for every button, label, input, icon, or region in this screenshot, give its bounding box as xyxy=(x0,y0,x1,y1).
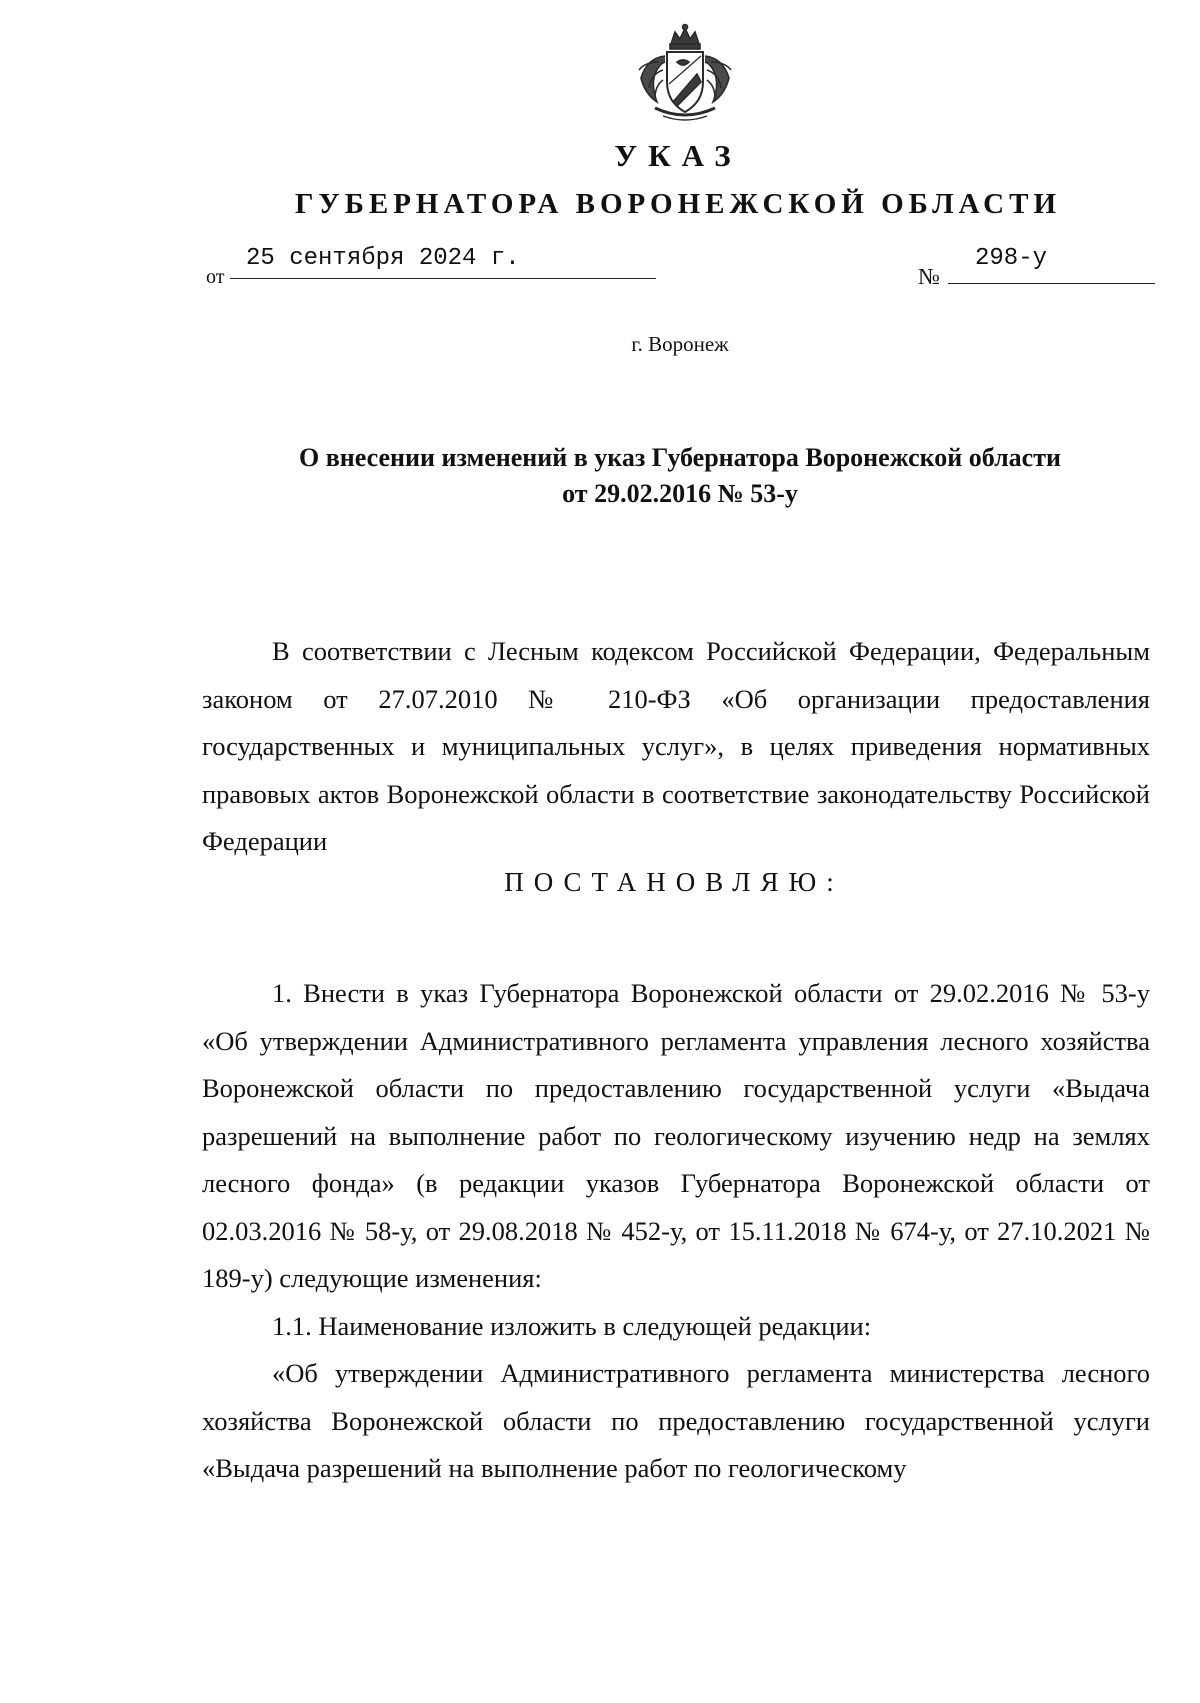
date-prefix: от xyxy=(206,266,225,288)
coat-of-arms-icon xyxy=(633,22,737,126)
decree-items xyxy=(202,970,1150,1493)
document-number: 298-у xyxy=(975,245,1048,272)
document-type-heading: УКАЗ xyxy=(614,138,742,173)
issuer-heading: ГУБЕРНАТОРА ВОРОНЕЖСКОЙ ОБЛАСТИ xyxy=(294,188,1062,220)
preamble-paragraph: В соответствии с Лесным кодексом Российской Федерации, Федеральным законом от 27.07.2010 № 210-ФЗ «Об организации предоставления государственных и муниципальных услуг», в целях приведения нормативных правовых актов Воронежской области в соответствие законодательству Российской Федерации xyxy=(202,636,1150,856)
city-label: г. Воронеж xyxy=(631,332,729,356)
item-1-paragraph: 1. Внести в указ Губернатора Воронежской области от 29.02.2016 № 53-у «Об утверждении Административного регламента управления лесного хозяйства Воронежской области по предоставлению государственной услуги «Выдача разрешений на выполнение работ по геологическому изучению недр на землях лесного фонда» (в редакции указов Губернатора Воронежской области от 02.03.2016 № 58-у, от 29.08.2018 № 452-у, от 15.11.2018 № 674-у, от 27.10.2021 № 189-у) следующие изменения: xyxy=(202,978,1150,1293)
document-date: 25 сентября 2024 г. xyxy=(246,245,520,272)
document-subject xyxy=(240,440,1120,512)
decree-word: ПОСТАНОВЛЯЮ: xyxy=(504,867,844,897)
subject-line-2: от 29.02.2016 № 53-у xyxy=(562,479,798,508)
item-1-1-text-paragraph: «Об утверждении Административного регламента министерства лесного хозяйства Воронежской области по предоставлению государственной услуги «Выдача разрешений на выполнение работ по геологическому xyxy=(202,1358,1150,1483)
number-prefix: № xyxy=(918,264,940,289)
item-1-1-paragraph: 1.1. Наименование изложить в следующей редакции: xyxy=(272,1310,872,1341)
subject-line-1: О внесении изменений в указ Губернатора Воронежской области xyxy=(299,443,1061,472)
preamble xyxy=(202,628,1150,866)
